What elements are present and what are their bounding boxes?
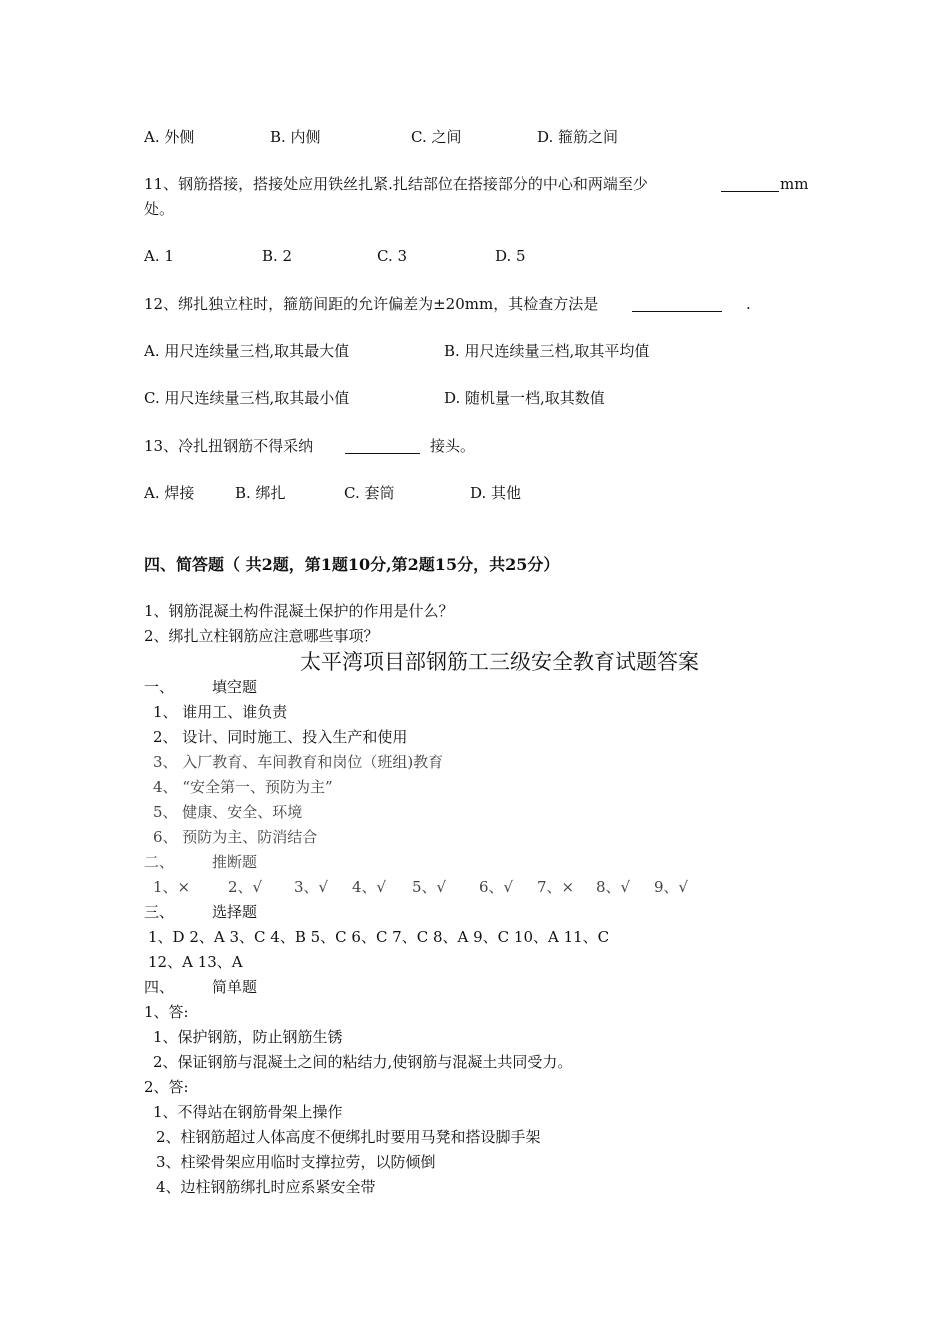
answers-title: 太平湾项目部钢筋工三级安全教育试题答案 (300, 650, 699, 674)
q13-option-b: B. 绑扎 (235, 484, 286, 502)
judge-answer-6: 6、√ (479, 878, 514, 896)
q10-option-d: D. 箍筋之间 (537, 128, 619, 146)
answer-2-point-4: 4、边柱钢筋绑扎时应系紧安全带 (156, 1178, 376, 1196)
answers-s3-num: 三、 (144, 903, 175, 921)
q10-option-b: B. 内侧 (270, 128, 321, 146)
answer-1-point-2: 2、保证钢筋与混凝土之间的粘结力,使钢筋与混凝土共同受力。 (153, 1053, 573, 1071)
q11-unit: mm (780, 175, 809, 193)
q10-option-c: C. 之间 (411, 128, 462, 146)
fill-answer-5: 5、 健康、安全、环境 (153, 803, 303, 821)
fill-answer-1: 1、 谁用工、谁负责 (153, 703, 288, 721)
fill-answer-2: 2、 设计、同时施工、投入生产和使用 (153, 728, 408, 746)
judge-answer-8: 8、√ (596, 878, 631, 896)
answer-2-point-2: 2、柱钢筋超过人体高度不便绑扎时要用马凳和搭设脚手架 (156, 1128, 541, 1146)
choice-answers-line-2: 12、A 13、A (148, 953, 243, 971)
q12-option-b: B. 用尺连续量三档,取其平均值 (444, 342, 650, 360)
judge-answer-3: 3、√ (294, 878, 329, 896)
q11-option-b: B. 2 (262, 247, 293, 265)
choice-answers-line-1: 1、D 2、A 3、C 4、B 5、C 6、C 7、C 8、A 9、C 10、A 11、C (148, 928, 610, 946)
answers-s3-label: 选择题 (212, 903, 258, 921)
answers-s1-label: 填空题 (212, 678, 258, 696)
fill-answer-6: 6、 预防为主、防消结合 (153, 828, 318, 846)
answer-2-point-1: 1、不得站在钢筋骨架上操作 (153, 1103, 343, 1121)
judge-answer-7: 7、× (537, 878, 575, 896)
q13-question: 13、冷扎扭钢筋不得采纳 (144, 437, 314, 455)
q10-option-a: A. 外侧 (144, 128, 195, 146)
q11-blank (721, 177, 779, 192)
judge-answer-9: 9、√ (654, 878, 689, 896)
fill-answer-4: 4、 “安全第一、预防为主” (153, 778, 333, 796)
q11-option-a: A. 1 (144, 247, 174, 265)
q11-question-cont: 处。 (144, 200, 175, 218)
judge-answer-1: 1、× (153, 878, 191, 896)
answers-s1-num: 一、 (144, 678, 175, 696)
answer-2-point-3: 3、柱梁骨架应用临时支撑拉劳，以防倾倒 (156, 1153, 436, 1171)
q13-option-a: A. 焊接 (144, 484, 195, 502)
answer-1-point-1: 1、保护钢筋，防止钢筋生锈 (153, 1028, 343, 1046)
answers-s2-label: 推断题 (212, 853, 258, 871)
q13-blank (345, 439, 420, 454)
section4-question-1: 1、钢筋混凝土构件混凝土保护的作用是什么？ (144, 602, 454, 620)
answers-s2-num: 二、 (144, 853, 175, 871)
q13-end: 接头。 (430, 437, 476, 455)
answers-s4-num: 四、 (144, 978, 175, 996)
judge-answer-5: 5、√ (412, 878, 447, 896)
q11-option-c: C. 3 (377, 247, 408, 265)
q12-option-a: A. 用尺连续量三档,取其最大值 (144, 342, 350, 360)
q11-option-d: D. 5 (495, 247, 526, 265)
q13-option-d: D. 其他 (470, 484, 522, 502)
judge-answer-4: 4、√ (352, 878, 387, 896)
q12-blank (632, 297, 722, 312)
q12-option-d: D. 随机量一档,取其数值 (444, 389, 605, 407)
answer-2-label: 2、答: (144, 1078, 189, 1096)
answers-s4-label: 简单题 (212, 978, 258, 996)
section4-question-2: 2、绑扎立柱钢筋应注意哪些事项？ (144, 627, 379, 645)
q12-end: . (746, 295, 751, 313)
q12-question: 12、绑扎独立柱时，箍筋间距的允许偏差为±20mm，其检查方法是 (144, 295, 599, 313)
q11-question: 11、钢筋搭接，搭接处应用铁丝扎紧.扎结部位在搭接部分的中心和两端至少 (144, 175, 648, 193)
section4-heading: 四、简答题（ 共2题，第1题10分,第2题15分，共25分） (144, 555, 560, 574)
q13-option-c: C. 套筒 (344, 484, 395, 502)
judge-answer-2: 2、√ (228, 878, 263, 896)
q12-option-c: C. 用尺连续量三档,取其最小值 (144, 389, 350, 407)
answer-1-label: 1、答: (144, 1003, 189, 1021)
fill-answer-3: 3、 入厂教育、车间教育和岗位（班组)教育 (153, 753, 444, 771)
